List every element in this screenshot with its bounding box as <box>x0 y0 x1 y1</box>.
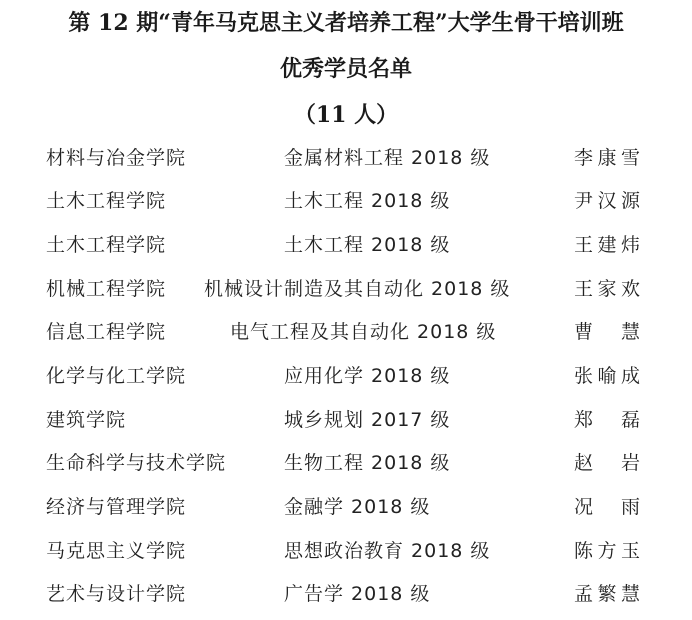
student-name: 赵岩 <box>574 452 640 474</box>
college-name: 土木工程学院 <box>46 190 167 212</box>
college-name: 经济与管理学院 <box>46 496 187 518</box>
roster-row <box>0 273 692 305</box>
student-name: 陈方玉 <box>574 540 640 562</box>
roster-row <box>0 447 692 479</box>
student-name: 李康雪 <box>574 147 640 169</box>
college-name: 马克思主义学院 <box>46 540 187 562</box>
roster-row <box>0 185 692 217</box>
college-name: 机械工程学院 <box>46 278 167 300</box>
roster-row <box>0 229 692 261</box>
major-class: 应用化学 2018 级 <box>284 365 451 387</box>
student-name: 王建炜 <box>574 234 640 256</box>
major-class: 土木工程 2018 级 <box>284 234 451 256</box>
major-class: 生物工程 2018 级 <box>284 452 451 474</box>
student-name: 况雨 <box>574 496 640 518</box>
college-name: 土木工程学院 <box>46 234 167 256</box>
roster-row <box>0 404 692 436</box>
student-name: 尹汉源 <box>574 190 640 212</box>
student-name: 孟繁慧 <box>574 583 640 605</box>
college-name: 艺术与设计学院 <box>46 583 187 605</box>
major-class: 思想政治教育 2018 级 <box>284 540 491 562</box>
document-title: 第 12 期“青年马克思主义者培养工程”大学生骨干培训班 <box>68 10 624 36</box>
major-class: 电气工程及其自动化 2018 级 <box>230 321 497 343</box>
roster-row <box>0 578 692 610</box>
major-class: 广告学 2018 级 <box>284 583 431 605</box>
roster-row <box>0 316 692 348</box>
student-name: 张喻成 <box>574 365 640 387</box>
college-name: 信息工程学院 <box>46 321 167 343</box>
roster-row <box>0 535 692 567</box>
major-class: 金融学 2018 级 <box>284 496 431 518</box>
college-name: 化学与化工学院 <box>46 365 187 387</box>
college-name: 建筑学院 <box>46 409 127 431</box>
student-name: 曹慧 <box>574 321 640 343</box>
college-name: 材料与冶金学院 <box>46 147 187 169</box>
roster-row <box>0 360 692 392</box>
major-class: 金属材料工程 2018 级 <box>284 147 491 169</box>
roster-row <box>0 142 692 174</box>
major-class: 机械设计制造及其自动化 2018 级 <box>204 278 511 300</box>
headcount-label: （11 人） <box>293 102 399 128</box>
major-class: 城乡规划 2017 级 <box>284 409 451 431</box>
student-name: 王家欢 <box>574 278 640 300</box>
student-name: 郑磊 <box>574 409 640 431</box>
document-subtitle: 优秀学员名单 <box>279 56 412 82</box>
major-class: 土木工程 2018 级 <box>284 190 451 212</box>
college-name: 生命科学与技术学院 <box>46 452 227 474</box>
roster-row <box>0 491 692 523</box>
